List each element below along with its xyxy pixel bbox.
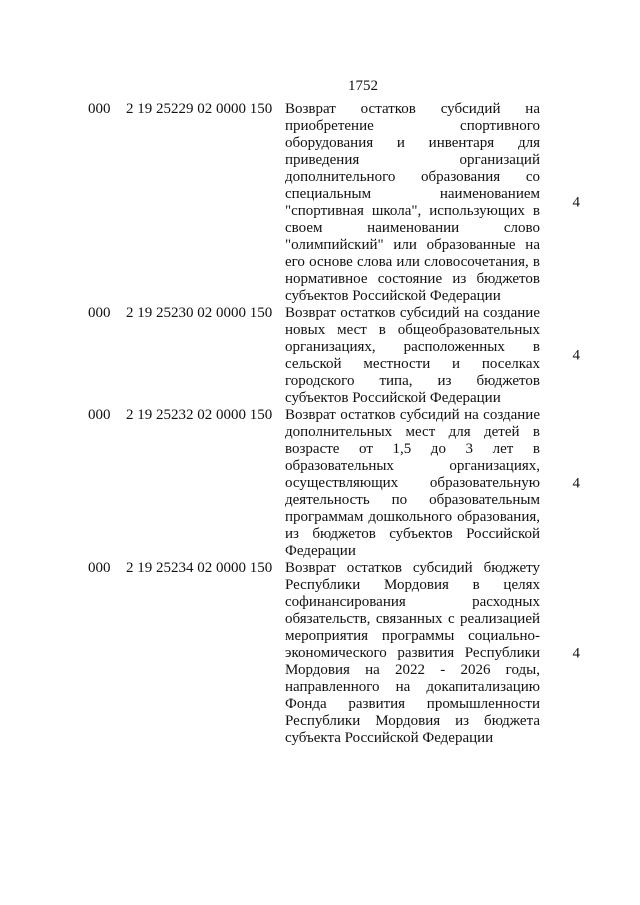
distribution-norm: 4	[572, 347, 580, 364]
income-description: Возврат остатков субсидий бюджету Республики Мордовия в целях софинансирования расходных обязательств, связанных с реализацией мероприятия программы социально-экономического развития Республики Мордовия на 2022 - 2026 годы, направленного на докапитализацию Фонда развития промышленности Республики Мордовия из бюджета субъекта Российской Федерации	[285, 560, 540, 746]
distribution-norm: 4	[572, 194, 580, 211]
income-description: Возврат остатков субсидий на приобретение спортивного оборудования и инвентаря для приведения организаций дополнительного образования со специальным наименованием "спортивная школа", использующих в своем наименовании слово "олимпийский" или образованные на его основе слова или словосочетания, в нормативное состояние из бюджетов субъектов Российской Федерации	[285, 101, 540, 304]
income-description: Возврат остатков субсидий на создание новых мест в общеобразовательных организациях, расположенных в сельской местности и поселках городского типа, из бюджетов субъектов Российской Федерации	[285, 305, 540, 406]
budget-classification-code: 2 19 25232 02 0000 150	[126, 407, 273, 423]
table-row	[0, 407, 640, 560]
budget-classification-code: 2 19 25229 02 0000 150	[126, 101, 273, 117]
table-row	[0, 560, 640, 747]
distribution-norm: 4	[572, 645, 580, 661]
budget-classification-code: 2 19 25230 02 0000 150	[126, 305, 273, 321]
admin-code: 000	[88, 560, 111, 576]
table-row	[0, 305, 640, 407]
table-row	[0, 101, 640, 305]
admin-code: 000	[88, 407, 111, 423]
admin-code: 000	[88, 101, 111, 117]
page-number: 1752	[348, 78, 378, 94]
budget-codes-table	[0, 101, 640, 747]
budget-classification-code: 2 19 25234 02 0000 150	[126, 560, 273, 576]
income-description: Возврат остатков субсидий на создание дополнительных мест для детей в возрасте от 1,5 до 3 лет в образовательных организациях, осуществляющих образовательную деятельность по образовательным программам дошкольного образования, из бюджетов субъектов Российской Федерации	[285, 407, 540, 559]
admin-code: 000	[88, 305, 111, 321]
distribution-norm: 4	[572, 475, 580, 491]
